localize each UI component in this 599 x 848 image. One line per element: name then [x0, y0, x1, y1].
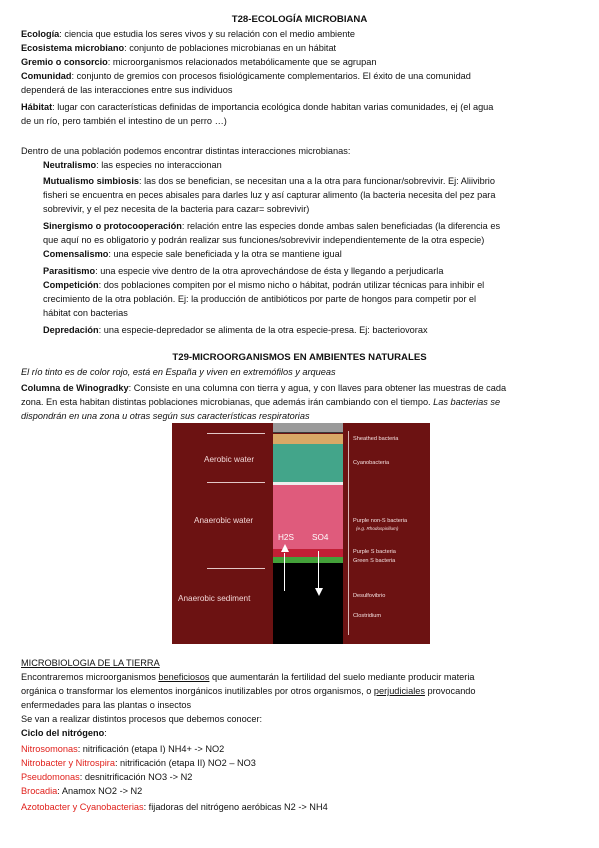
definition-ecosistema: Ecosistema microbiano: conjunto de poblaciones microbianas en un hábitat — [21, 43, 337, 53]
cycle-item-azotobacter: Azotobacter y Cyanobacterias: fijadoras del nitrógeno aeróbicas N2 -> NH4 — [21, 802, 328, 812]
interaction-competicion-line3: hábitat con bacterias — [43, 308, 128, 318]
cycle-item-nitrobacter: Nitrobacter y Nitrospira: nitrificación (etapa II) NO2 – NO3 — [21, 758, 256, 768]
section-title-ecologia: T28-ECOLOGÍA MICROBIANA — [231, 14, 368, 25]
interaction-sinergismo-line2: que aquí no es obligatorio y podrán realizar sus funciones/sobrevivir independientemente de la otra especie) — [43, 235, 485, 245]
winogradsky-column-diagram — [172, 423, 430, 644]
zone-label-aerobic-water: Aerobic water — [204, 455, 255, 464]
interaction-mutualismo: Mutualismo simbiosis: las dos se benefician, se necesitan una a la otra para funcionar/sobrevivir. Ej: Aliivibrio — [43, 176, 495, 186]
interactions-intro: Dentro de una población podemos encontrar distintas interacciones microbianas: — [21, 146, 351, 156]
definition-habitat: Hábitat: lugar con características definidas de importancia ecológica donde habitan varias comunidades, ej (el agua — [21, 102, 494, 112]
interaction-competicion-line2: crecimiento de la otra población. Ej: la producción de antibióticos por parte de hongos para competir por el — [43, 294, 477, 304]
interaction-competicion: Competición: dos poblaciones compiten por el mismo nicho o hábitat, podrán utilizar técnicas para inhibir el — [43, 280, 485, 290]
interaction-parasitismo: Parasitismo: una especie vive dentro de la otra aprovechándose de ésta y llegando a perjudicarla — [43, 266, 444, 276]
column-top-edge — [273, 432, 343, 433]
label-purple-s: Purple S bacteria — [353, 549, 396, 555]
sheathed-layer — [273, 434, 343, 444]
interaction-comensalismo: Comensalismo: una especie sale beneficiada y la otra se mantiene igual — [43, 249, 342, 259]
rio-tinto-note: El río tinto es de color rojo, está en España y viven en extremófilos y arqueas — [21, 367, 336, 377]
definition-gremio: Gremio o consorcio: microorganismos relacionados metabólicamente que se agrupan — [21, 57, 377, 67]
so4-arrow-head — [315, 588, 323, 596]
label-sheathed: Sheathed bacteria — [353, 436, 399, 442]
column-top-layer — [273, 423, 343, 432]
zone-divider-top — [207, 433, 265, 434]
interaction-sinergismo: Sinergismo o protocooperación: relación entre las especies donde ambas salen beneficiadas (la diferencia es — [43, 221, 501, 231]
winogradsky-line3: dispondrán en una zona u otras según sus características respiratorias — [21, 411, 310, 421]
label-clostridium: Clostridium — [353, 613, 381, 619]
procesos-intro: Se van a realizar distintos procesos que debemos conocer: — [21, 714, 263, 724]
section-title-ambientes: T29-MICROORGANISMOS EN AMBIENTES NATURALES — [172, 352, 427, 363]
label-green-s: Green S bacteria — [353, 558, 396, 564]
zone-divider-anaerobic — [207, 568, 265, 569]
definition-habitat-cont: de un río, pero también el intestino de un perro …) — [21, 116, 227, 126]
cyanobacteria-layer — [273, 444, 343, 482]
zone-divider-aerobic — [207, 482, 265, 483]
definition-ecologia: Ecología: ciencia que estudia los seres vivos y su relación con el medio ambiente — [21, 29, 355, 39]
cycle-item-nitrosomonas: Nitrosomonas: nitrificación (etapa I) NH4+ -> NO2 — [21, 744, 225, 754]
label-purple-non-s: Purple non-S bacteria — [353, 518, 408, 524]
ciclo-nitrogeno-title: Ciclo del nitrógeno: — [21, 728, 107, 738]
interaction-neutralismo: Neutralismo: las especies no interaccionan — [43, 160, 222, 170]
definition-comunidad-cont: dependerá de las interacciones entre sus individuos — [21, 85, 233, 95]
label-desulfovibrio: Desulfovibrio — [353, 593, 386, 599]
cycle-item-brocadia: Brocadia: Anamox NO2 -> N2 — [21, 786, 143, 796]
interaction-depredacion: Depredación: una especie-depredador se alimenta de la otra especie-presa. Ej: bacteriovorax — [43, 325, 428, 335]
section-title-tierra: MICROBIOLOGIA DE LA TIERRA — [21, 658, 160, 668]
winogradsky-line2: zona. En esta habitan distintas poblaciones microbianas, que además irán cambiando con el tiempo. Las bacterias se — [21, 397, 501, 407]
h2s-arrow-head — [281, 544, 289, 552]
zone-label-anaerobic-sediment: Anaerobic sediment — [178, 594, 251, 603]
right-divider — [348, 431, 349, 635]
zone-label-anaerobic-water: Anaerobic water — [194, 516, 254, 525]
cycle-item-pseudomonas: Pseudomonas: desnitrificación NO3 -> N2 — [21, 772, 193, 782]
so4-label: SO4 — [312, 533, 329, 542]
tierra-paragraph-line3: enfermedades para las plantas o insectos — [21, 700, 192, 710]
winogradsky-definition: Columna de Winogradky: Consiste en una columna con tierra y agua, y con llaves para obtener las muestras de cada — [21, 383, 507, 393]
so4-arrow — [318, 551, 319, 591]
definition-comunidad: Comunidad: conjunto de gremios con procesos fisiológicamente complementarios. El éxito de una comunidad — [21, 71, 471, 81]
interaction-mutualismo-line2: fisheri se encuentra en peces abisales para darles luz y así capturar alimento (la bacteria necesita del pez para — [43, 190, 496, 200]
label-cyanobacteria: Cyanobacteria — [353, 460, 390, 466]
h2s-label: H2S — [278, 533, 294, 542]
interaction-mutualismo-line3: sobrevivir, y el pez necesita de la bacteria para cazar= sobrevivir) — [43, 204, 310, 214]
h2s-arrow — [284, 553, 285, 591]
tierra-paragraph-line2: orgánica o transformar los elementos inorgánicos inutilizables por otros organismos, o perjudiciales provocando — [21, 686, 476, 696]
tierra-paragraph-line1: Encontraremos microorganismos beneficiosos que aumentarán la fertilidad del suelo mediante producir materia — [21, 672, 475, 682]
label-purple-non-s-example: (e.g. Rhodospirillum) — [356, 526, 399, 531]
